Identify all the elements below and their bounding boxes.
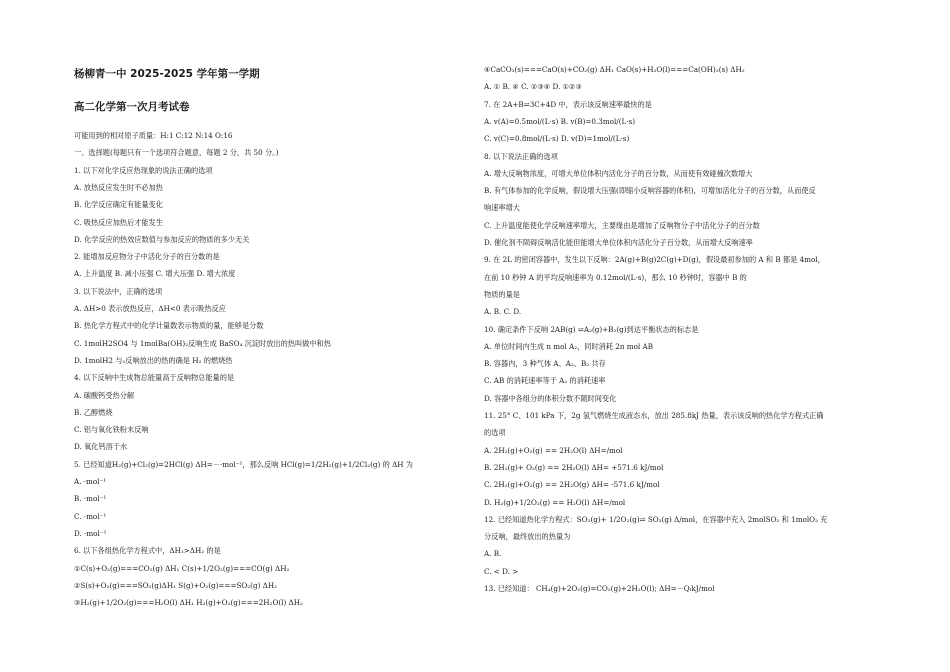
left-text-line: D. 1molH2 与₂反响放出的热的确是 H₂ 的燃烧热 <box>74 355 233 365</box>
right-text-line: 10. 确定条件下反响 2AB(g) ⇌A₂(g)+B₂(g)到达平衡状态的标志是 <box>484 324 699 334</box>
left-text-line: C. ·mol⁻¹ <box>74 511 107 521</box>
right-text-line: B. 容器内，3 种气体 A、A₂、B₂ 共存 <box>484 359 606 369</box>
right-text-line: A. 2H₂(g)+O₂(g) == 2H₂O(l) ΔH=/mol <box>484 445 623 455</box>
right-text-line: 7. 在 2A+B⇌3C+4D 中，表示该反响速率最快的是 <box>484 99 652 109</box>
right-text-line: B. 有气体参加的化学反响，假设增大压强(即缩小反响容器的体积)，可增加活化分子的百分数，从而使反 <box>484 186 816 196</box>
right-text-line: A. B. <box>484 549 502 559</box>
right-text-line: 8. 以下说法正确的选项 <box>484 151 558 161</box>
left-text-line: C. 吸热反应加热后才能发生 <box>74 217 163 227</box>
left-text-line: B. 热化学方程式中的化学计量数表示物质的量，能够是分数 <box>74 321 264 331</box>
left-text-line: A. ΔH>0 表示放热反应，ΔH<0 表示吸热反应 <box>74 304 226 313</box>
right-text-line: 13. 已经知道： CH₄(g)+2O₂(g)=CO₂(g)+2H₂O(l); ΔH=－QₗkJ/mol <box>484 584 715 593</box>
right-text-line: 11. 25° C、101 kPa 下，2g 氢气燃烧生成液态水，放出 285.8kJ 热量，表示该反响的热化学方程式正确 <box>484 411 824 420</box>
school-title: 杨柳青一中 2025-2025 学年第一学期 <box>74 68 260 80</box>
left-text-line: ①C(s)+O₂(g)===CO₂(g) ΔH₁ C(s)+1/2O₂(g)===CO(g) ΔH₂ <box>74 563 290 573</box>
left-text-line: B. 乙醇燃烧 <box>74 407 113 417</box>
left-text-line: 6. 以下各组热化学方程式中，ΔH₁>ΔH₂ 的是 <box>74 546 221 556</box>
left-text-line: B. ·mol⁻¹ <box>74 494 107 504</box>
left-text-line: 4. 以下反响中生成物总能量高于反响物总能量的是 <box>74 373 235 383</box>
right-text-line: C. 2H₂(g)+O₂(g) == 2H₂O(g) ΔH= -571.6 kJ/mol <box>484 480 660 490</box>
right-text-line: ④CaCO₃(s)===CaO(s)+CO₂(g) ΔH₁ CaO(s)+H₂O(l)===Ca(OH)₂(s) ΔH₂ <box>484 65 745 74</box>
left-text-line: A. 放热反应发生时不必加热 <box>74 182 163 192</box>
right-text-line: C. v(C)=0.8mol/(L·s) D. v(D)=1mol/(L·s) <box>484 134 630 144</box>
left-text-line: B. 化学反应确定有能量变化 <box>74 200 163 210</box>
left-text-line: 3. 以下说法中，正确的选项 <box>74 286 163 296</box>
left-text-line: ②S(s)+O₂(g)===SO₂(g)ΔH₁ S(g)+O₂(g)===SO₂(g) ΔH₂ <box>74 580 278 590</box>
right-text-line: A. ① B. ④ C. ②③④ D. ①②③ <box>484 82 582 92</box>
right-text-line: C. 上升温度能使化学反响速率增大，主要缘由是增加了反响物分子中活化分子的百分数 <box>484 220 760 230</box>
left-text-line: D. 化学反应的热效应数值与参加反应的物质的多少无关 <box>74 234 250 244</box>
left-text-line: 一、选择题(每题只有一个选项符合题意，每题 2 分，共 50 分。) <box>74 148 279 158</box>
right-text-line: 分反响，最终放出的热量为 <box>484 532 571 542</box>
left-text-line: C. 1molH2SO4 与 1molBa(OH)₂反响生成 BaSO₄ 沉淀时放出的热叫做中和热 <box>74 338 331 348</box>
left-text-line: A. 碳酸钙受热分解 <box>74 390 135 400</box>
left-text-line: ③H₂(g)+1/2O₂(g)===H₂O(l) ΔH₁ H₂(g)+O₂(g)===2H₂O(l) ΔH₂ <box>74 598 303 608</box>
left-text-line: C. 铝与氧化铁粉末反响 <box>74 425 149 435</box>
right-text-line: A. 增大反响物浓度，可增大单位体积内活化分子的百分数，从而使有效碰撞次数增大 <box>484 168 753 178</box>
right-text-line: 物质的量是 <box>484 289 520 299</box>
right-text-line: C. < D. > <box>484 566 519 576</box>
left-text-line: 1. 以下对化学反应热现象的说法正确的选项 <box>74 165 213 175</box>
left-text-line: 可能用到的相对原子质量：H:1 C:12 N:14 O:16 <box>74 131 233 140</box>
left-text-line: A. ·mol⁻¹ <box>74 477 107 486</box>
right-text-line: 12. 已经知道热化学方程式：SO₂(g)+ 1/2O₂(g)⇌ SO₃(g) Δ/mol，在容器中充入 2molSO₂ 和 1molO₂ 充 <box>484 514 828 524</box>
left-text-line: D. ·mol⁻¹ <box>74 528 107 538</box>
right-text-line: D. 容器中各组分的体积分数不随时间变化 <box>484 393 617 403</box>
right-text-line: 在前 10 秒钟 A 的平均反响速率为 0.12mol/(L·s)，那么 10 秒钟时，容器中 B 的 <box>484 272 747 282</box>
right-text-line: B. 2H₂(g)+ O₂(g) == 2H₂O(l) ΔH= +571.6 kJ/mol <box>484 462 664 472</box>
right-text-line: C. AB 的消耗速率等于 A₂ 的消耗速率 <box>484 376 606 386</box>
exam-title: 高二化学第一次月考试卷 <box>74 101 190 113</box>
right-text-line: A. B. C. D. <box>484 307 522 317</box>
left-text-line: D. 氧化钙溶于水 <box>74 442 128 452</box>
right-text-line: D. 催化剂不陨碍反响活化能但能增大单位体积内活化分子百分数，从而增大反响速率 <box>484 238 753 247</box>
left-text-line: 2. 能增加反应物分子中活化分子的百分数的是 <box>74 252 220 262</box>
right-text-line: A. 单位时间内生成 n mol A₂，同时消耗 2n mol AB <box>484 341 653 351</box>
right-text-line: D. H₂(g)+1/2O₂(g) == H₂O(l) ΔH=/mol <box>484 497 626 507</box>
left-text-line: 5. 已经知道H₂(g)+Cl₂(g)=2HCl(g) ΔH=－·mol⁻¹，那么反响 HCl(g)=1/2H₂(g)+1/2Cl₂(g) 的 ΔH 为 <box>74 459 413 469</box>
right-text-line: 9. 在 2L 的密闭容器中，发生以下反响：2A(g)+B(g)2C(g)+D(g)，假设最初参加的 A 和 B 都是 4mol， <box>484 255 825 265</box>
right-text-line: 的选项 <box>484 428 506 438</box>
right-text-line: A. v(A)=0.5mol/(L·s) B. v(B)=0.3mol/(L·s) <box>484 116 636 126</box>
right-text-line: 响速率增大 <box>484 203 520 213</box>
left-text-line: A. 上升温度 B. 减小压强 C. 增大压强 D. 增大浓度 <box>74 269 236 279</box>
